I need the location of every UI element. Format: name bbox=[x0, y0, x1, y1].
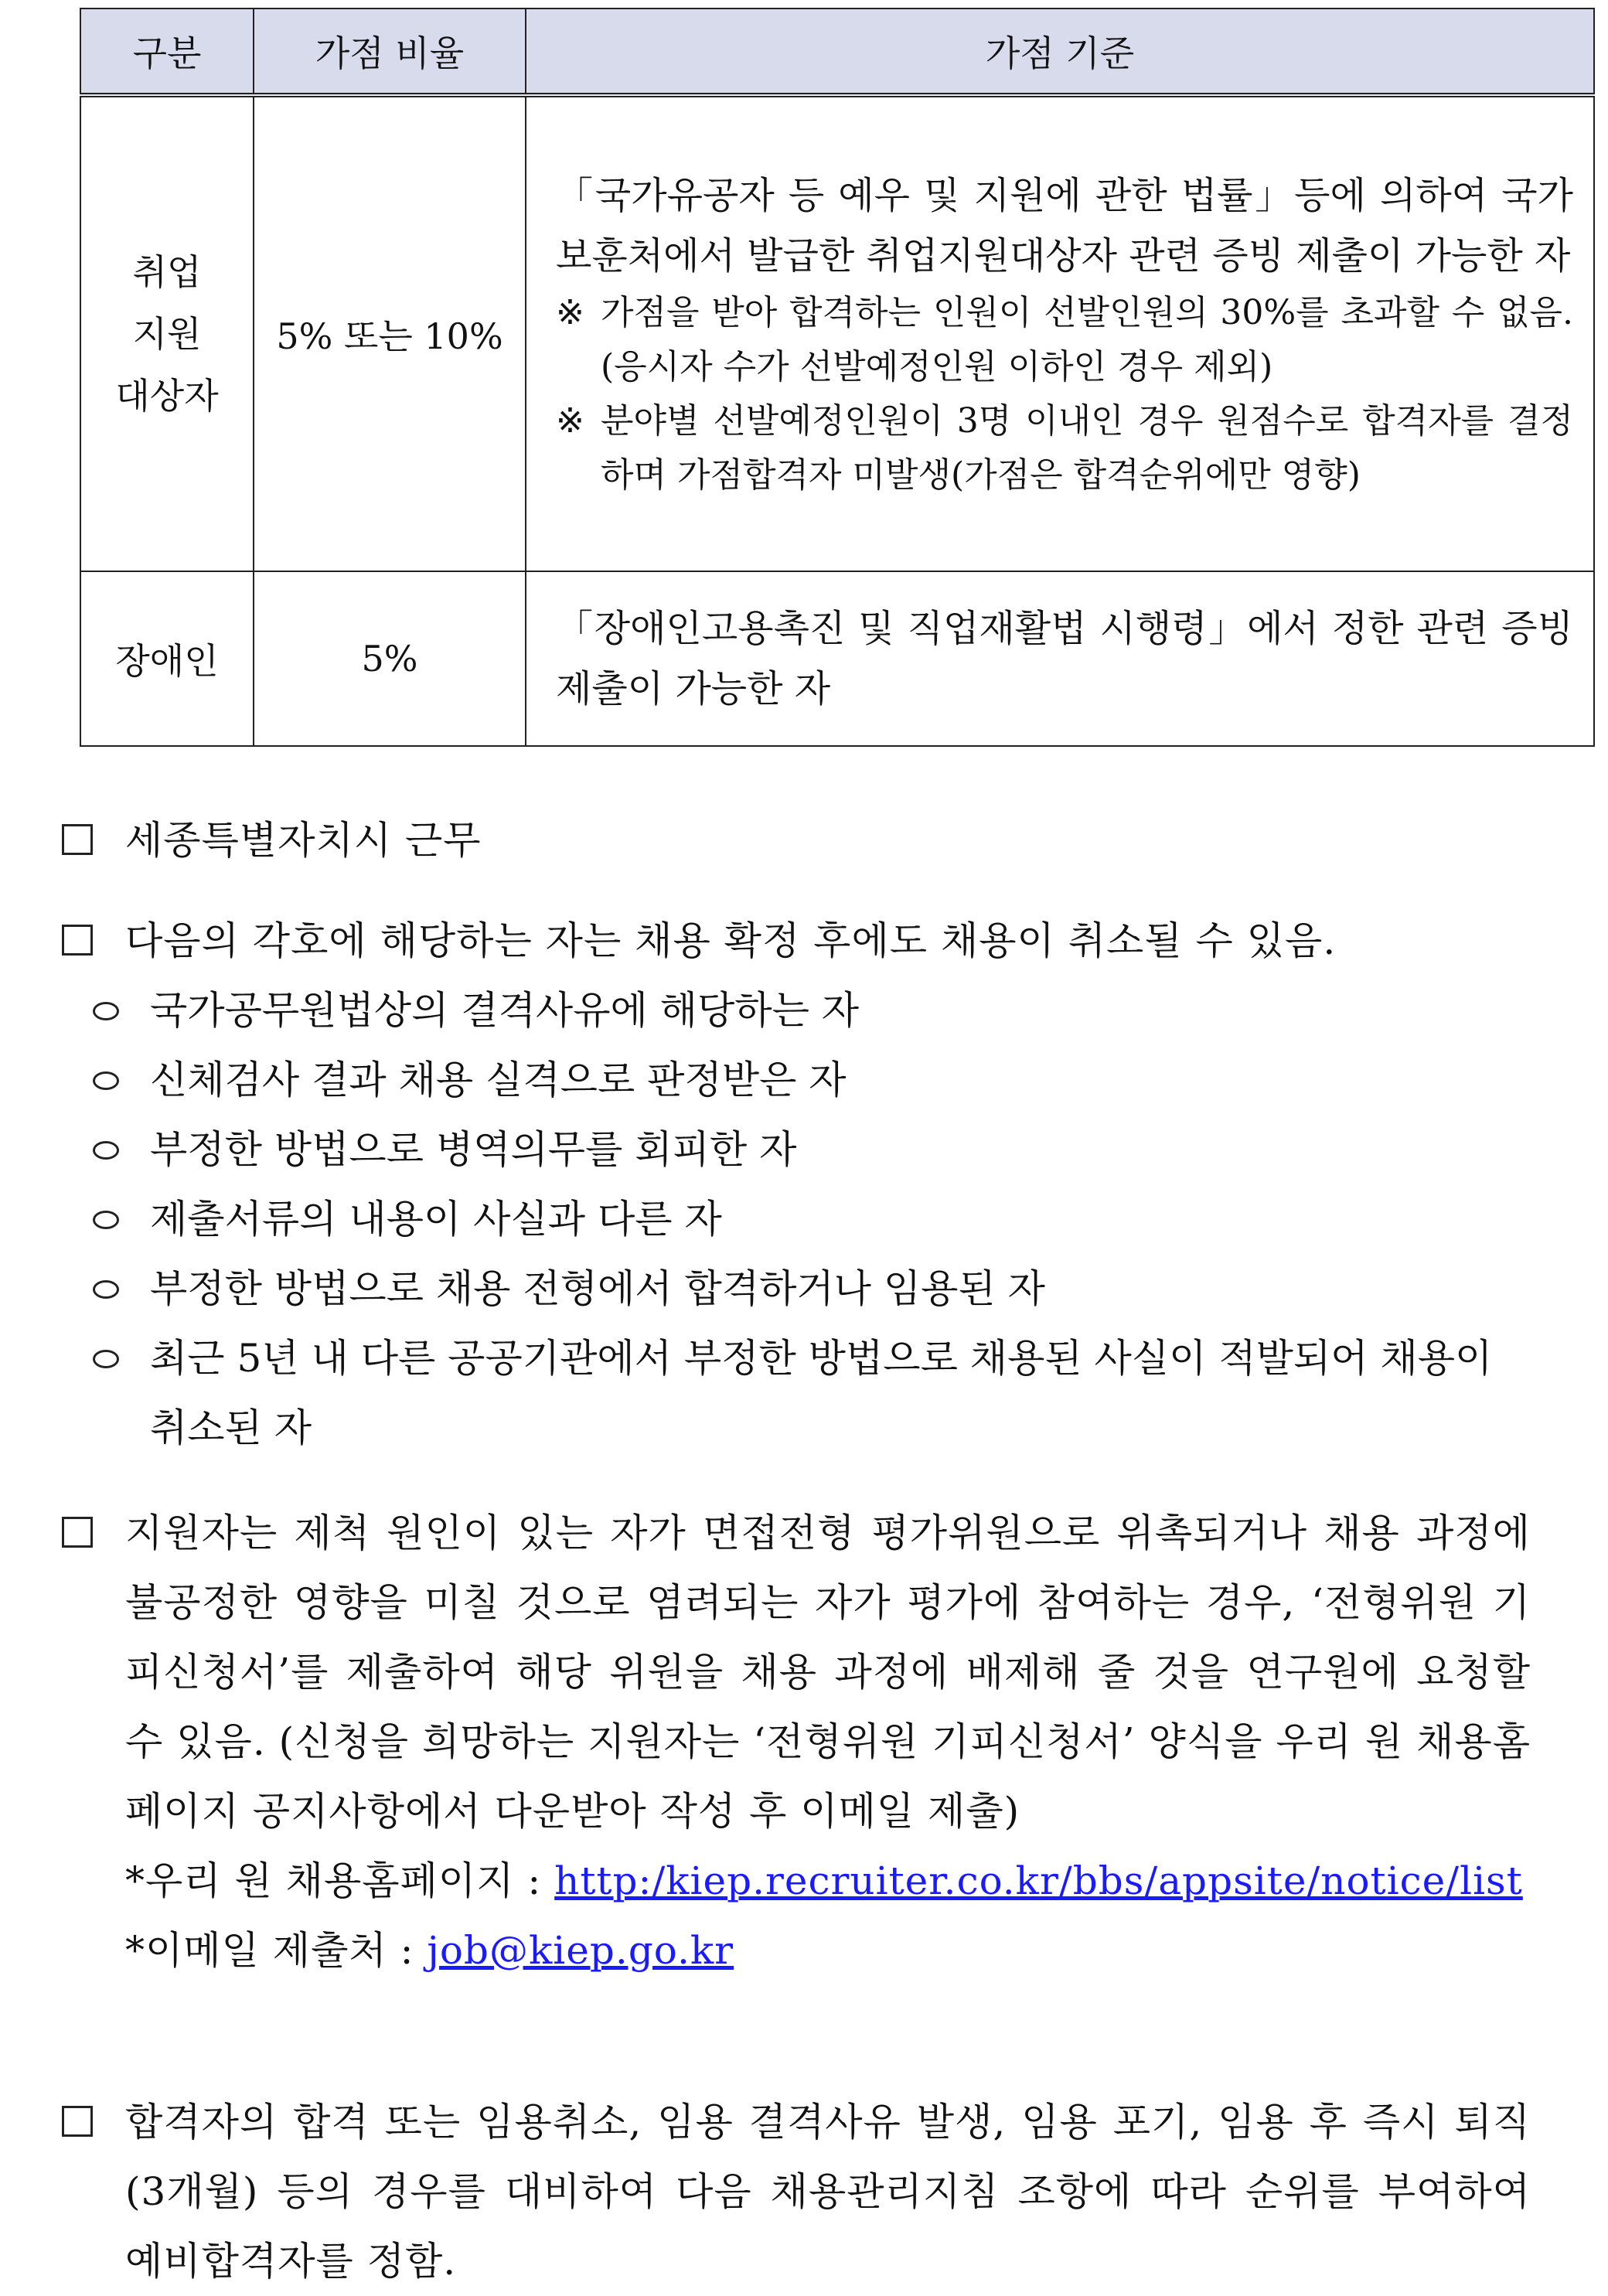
category-cell bbox=[80, 95, 254, 571]
criteria-text: 「장애인고용촉진 및 직업재활법 시행령」에서 정한 관련 증빙 제출이 가능한 자 bbox=[556, 607, 1573, 710]
list-item: 국가공무원법상의 결격사유에 해당하는 자 bbox=[62, 976, 1531, 1045]
header-ratio: 가점 비율 bbox=[254, 9, 526, 95]
section-recusal bbox=[62, 1498, 1531, 1985]
checkbox-square-icon bbox=[62, 1517, 93, 1548]
header-category: 구분 bbox=[80, 9, 254, 95]
email-label: *이메일 제출처 : bbox=[125, 1928, 428, 1973]
email-link[interactable]: job@kiep.go.kr bbox=[427, 1928, 734, 1973]
category-line: 취업 bbox=[132, 251, 202, 293]
list-item: 제출서류의 내용이 사실과 다른 자 bbox=[62, 1184, 1531, 1254]
checkbox-square-icon bbox=[62, 925, 93, 956]
table-row bbox=[80, 95, 1594, 571]
circle-bullet-icon bbox=[93, 1280, 119, 1299]
work-location-text: 세종특별자치시 근무 bbox=[125, 818, 482, 863]
list-item: 부정한 방법으로 채용 전형에서 합격하거나 임용된 자 bbox=[62, 1254, 1531, 1323]
circle-bullet-icon bbox=[93, 1141, 119, 1160]
category-line: 대상자 bbox=[115, 375, 219, 417]
homepage-line bbox=[125, 1846, 1531, 1916]
criteria-text: 「국가유공자 등 예우 및 지원에 관한 법률」등에 의하여 국가보훈처에서 발급한 취업지원대상자 관련 증빙 제출이 가능한 자 bbox=[556, 174, 1573, 278]
circle-bullet-icon bbox=[93, 1002, 119, 1020]
category-cell: 장애인 bbox=[80, 571, 254, 746]
table-header-row bbox=[80, 9, 1594, 95]
note-text: 가점을 받아 합격하는 인원이 선발인원의 30%를 초과할 수 없음. (응시자 수가 선발예정인원 이하인 경우 제외) bbox=[601, 293, 1573, 387]
section-reserve bbox=[62, 2087, 1531, 2296]
list-item: 신체검사 결과 채용 실격으로 판정받은 자 bbox=[62, 1045, 1531, 1115]
section-work-location bbox=[62, 806, 1531, 875]
checkbox-square-icon bbox=[62, 2106, 93, 2137]
criteria-cell bbox=[526, 95, 1594, 571]
criteria-cell bbox=[526, 571, 1594, 746]
checkbox-square-icon bbox=[62, 824, 93, 855]
header-criteria: 가점 기준 bbox=[526, 9, 1594, 95]
circle-bullet-icon bbox=[93, 1350, 119, 1368]
ratio-cell: 5% bbox=[254, 571, 526, 746]
note-text: 분야별 선발예정인원이 3명 이내인 경우 원점수로 합격자를 결정하며 가점합격자 미발생(가점은 합격순위에만 영향) bbox=[601, 401, 1573, 495]
bonus-points-table bbox=[80, 8, 1595, 747]
list-item: 최근 5년 내 다른 공공기관에서 부정한 방법으로 채용된 사실이 적발되어 채용이 취소된 자 bbox=[62, 1323, 1531, 1463]
cancellation-list bbox=[62, 976, 1531, 1463]
homepage-label: *우리 원 채용홈페이지 : bbox=[125, 1858, 555, 1903]
note-mark: ※ bbox=[556, 293, 584, 332]
section-cancellation bbox=[62, 906, 1531, 1463]
note-item bbox=[556, 286, 1573, 394]
reserve-text: 합격자의 합격 또는 임용취소, 임용 결격사유 발생, 임용 포기, 임용 후 즉시 퇴직(3개월) 등의 경우를 대비하여 다음 채용관리지침 조항에 따라 순위를 부여하여 예비합격자를 정함. bbox=[125, 2100, 1531, 2284]
homepage-link[interactable]: http:/kiep.recruiter.co.kr/bbs/appsite/notice/list bbox=[554, 1858, 1523, 1903]
category-line: 지원 bbox=[132, 313, 202, 355]
note-mark: ※ bbox=[556, 401, 584, 441]
cancellation-title: 다음의 각호에 해당하는 자는 채용 확정 후에도 채용이 취소될 수 있음. bbox=[125, 918, 1337, 963]
note-item bbox=[556, 394, 1573, 502]
ratio-cell: 5% 또는 10% bbox=[254, 95, 526, 571]
table-row bbox=[80, 571, 1594, 746]
circle-bullet-icon bbox=[93, 1211, 119, 1229]
email-line bbox=[125, 1916, 1531, 1985]
circle-bullet-icon bbox=[93, 1071, 119, 1090]
recusal-text: 지원자는 제척 원인이 있는 자가 면접전형 평가위원으로 위촉되거나 채용 과정에 불공정한 영향을 미칠 것으로 염려되는 자가 평가에 참여하는 경우, ‘전형위원 기피신청서’를 제출하여 해당 위원을 채용 과정에 배제해 줄 것을 연구원에 요청할 수 있음. (신청을 희망하는 지원자는 ‘전형위원 기피신청서’ 양식을 우리 원 채용홈페이지 공지사항에서 다운받아 작성 후 이메일 제출) bbox=[125, 1511, 1531, 1834]
list-item: 부정한 방법으로 병역의무를 회피한 자 bbox=[62, 1115, 1531, 1184]
